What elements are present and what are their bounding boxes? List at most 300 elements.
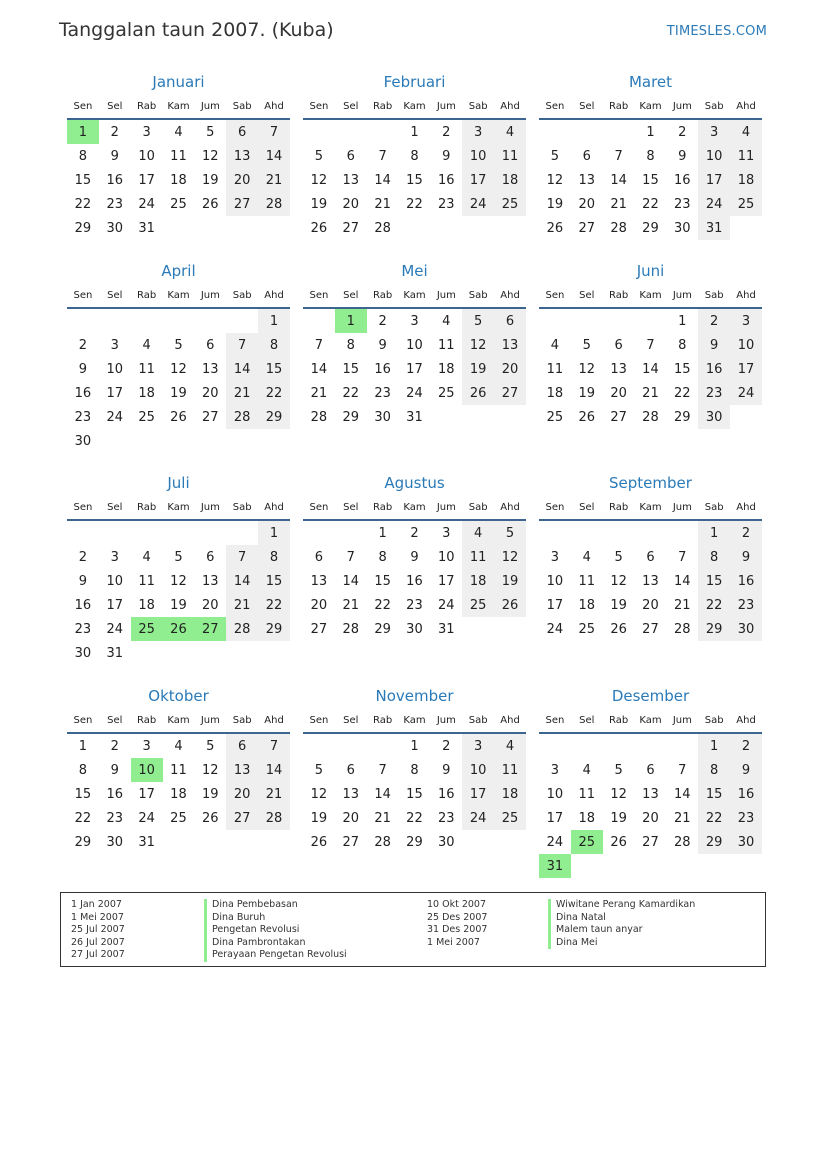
- day-cell: 5: [314, 148, 324, 164]
- day-cell: 10: [106, 573, 124, 589]
- holiday-date: 1 Jan 2007: [71, 899, 122, 910]
- day-cell: 18: [494, 782, 526, 806]
- day-cell: 29: [698, 830, 730, 854]
- weekday-label: Sab: [704, 714, 724, 726]
- day-cell: 13: [226, 144, 258, 168]
- holiday-name: Pengetan Revolusi: [204, 924, 347, 937]
- holiday-date: 26 Jul 2007: [71, 936, 125, 948]
- day-cell: 9: [78, 573, 88, 589]
- day-cell: 3: [142, 738, 151, 754]
- brand-link[interactable]: TIMESLES.COM: [666, 24, 767, 39]
- day-cell: 26: [546, 220, 564, 236]
- empty-cell: [698, 854, 730, 878]
- day-cell: 11: [170, 762, 187, 778]
- day-cell: 16: [438, 172, 455, 188]
- empty-cell: [194, 429, 226, 453]
- day-grid: [539, 521, 762, 641]
- weekday-label: Rab: [609, 289, 629, 301]
- empty-cell: [666, 854, 698, 878]
- weekday-label: Sen: [545, 714, 565, 726]
- holiday-date: 1 Mei 2007: [427, 936, 480, 948]
- day-cell: 18: [730, 168, 762, 192]
- holiday-name: Dina Buruh: [204, 912, 347, 925]
- day-cell: 7: [378, 148, 387, 164]
- empty-cell: [303, 521, 335, 545]
- day-cell: 18: [438, 361, 455, 377]
- day-cell: 17: [138, 786, 155, 802]
- day-cell: 29: [74, 834, 92, 850]
- day-cell: 17: [106, 597, 124, 613]
- weekday-label: Sen: [309, 289, 329, 301]
- day-cell: 25: [170, 810, 187, 826]
- day-cell: 26: [310, 834, 328, 850]
- day-cell: 14: [674, 573, 691, 589]
- day-cell: 4: [142, 337, 151, 353]
- day-cell: 2: [730, 521, 762, 545]
- day-cell: 23: [438, 196, 455, 212]
- day-cell: 22: [74, 196, 92, 212]
- day-cell: 28: [226, 405, 258, 429]
- day-cell: 15: [342, 361, 360, 377]
- day-cell: 11: [494, 758, 526, 782]
- weekday-label: Sen: [309, 501, 329, 513]
- weekday-label: Ahd: [264, 501, 284, 513]
- day-cell: 4: [174, 738, 183, 754]
- day-cell: 18: [578, 810, 596, 826]
- day-cell: 4: [174, 124, 183, 140]
- day-cell: 6: [206, 337, 215, 353]
- empty-cell: [303, 309, 335, 333]
- day-cell: 29: [374, 621, 391, 637]
- day-cell: 17: [106, 385, 124, 401]
- empty-cell: [226, 216, 258, 240]
- day-cell: 7: [614, 148, 623, 164]
- day-cell: 23: [106, 196, 124, 212]
- holiday-legend: [60, 892, 766, 967]
- day-cell: 24: [546, 621, 564, 637]
- day-cell: 21: [374, 810, 391, 826]
- day-grid: [67, 521, 290, 665]
- day-grid: [539, 309, 762, 429]
- day-cell: 24: [138, 810, 155, 826]
- day-cell: 20: [342, 196, 360, 212]
- month-name: Januari: [152, 73, 205, 91]
- day-cell: 18: [138, 597, 155, 613]
- weekday-label: Ahd: [264, 100, 284, 112]
- day-cell: 14: [226, 569, 258, 593]
- holiday-name: Dina Natal: [548, 912, 695, 925]
- empty-cell: [635, 854, 667, 878]
- day-cell: 11: [730, 144, 762, 168]
- day-cell: 24: [546, 834, 564, 850]
- day-cell: 19: [546, 196, 564, 212]
- weekday-label: Sel: [579, 501, 595, 513]
- empty-cell: [335, 734, 367, 758]
- day-cell: 4: [494, 734, 526, 758]
- day-cell: 22: [258, 381, 290, 405]
- day-cell: 22: [642, 196, 659, 212]
- day-cell: 24: [106, 409, 124, 425]
- weekday-label: Jum: [436, 289, 456, 301]
- weekday-label: Sen: [73, 100, 93, 112]
- day-cell: 4: [442, 313, 451, 329]
- weekday-header: [67, 283, 290, 309]
- day-cell: 19: [610, 597, 627, 613]
- day-cell: 8: [78, 148, 88, 164]
- day-cell: 21: [642, 385, 659, 401]
- day-cell: 8: [346, 337, 355, 353]
- weekday-label: Sen: [73, 289, 93, 301]
- day-cell: 19: [170, 597, 187, 613]
- day-cell: 11: [438, 337, 455, 353]
- day-cell: 21: [310, 385, 328, 401]
- day-cell: 15: [258, 357, 290, 381]
- day-cell: 1: [258, 309, 290, 333]
- day-cell: 29: [258, 405, 290, 429]
- day-cell: 28: [226, 617, 258, 641]
- day-cell: 2: [78, 337, 88, 353]
- day-cell: 2: [442, 124, 451, 140]
- day-cell: 5: [314, 762, 324, 778]
- day-cell: 7: [378, 762, 387, 778]
- day-cell: 12: [170, 361, 187, 377]
- day-cell: 14: [642, 361, 659, 377]
- weekday-label: Jum: [200, 501, 220, 513]
- day-cell: 26: [494, 593, 526, 617]
- day-cell: 27: [642, 621, 659, 637]
- weekday-label: Kam: [403, 501, 426, 513]
- empty-cell: [494, 617, 526, 641]
- day-cell: 10: [406, 337, 423, 353]
- day-grid: [303, 120, 526, 240]
- day-grid: [67, 309, 290, 453]
- day-cell: 15: [698, 782, 730, 806]
- holiday-name: Wiwitane Perang Kamardikan: [548, 899, 695, 912]
- weekday-label: Sab: [232, 501, 252, 513]
- day-cell: 11: [138, 573, 155, 589]
- day-grid: [539, 734, 762, 878]
- day-cell: 5: [550, 148, 560, 164]
- weekday-header: [67, 495, 290, 521]
- day-cell: 5: [462, 309, 494, 333]
- day-cell: 2: [730, 734, 762, 758]
- weekday-label: Jum: [672, 714, 692, 726]
- empty-cell: [226, 830, 258, 854]
- day-cell: 21: [258, 168, 290, 192]
- day-cell: 9: [730, 758, 762, 782]
- weekday-label: Jum: [672, 501, 692, 513]
- weekday-label: Sab: [704, 100, 724, 112]
- weekday-header: [539, 283, 762, 309]
- page-title: Tanggalan taun 2007. (Kuba): [59, 19, 334, 41]
- day-cell: 15: [642, 172, 659, 188]
- day-cell: 21: [226, 381, 258, 405]
- day-cell: 12: [170, 573, 187, 589]
- day-cell: 1: [410, 124, 419, 140]
- month-9: [539, 471, 762, 641]
- weekday-header: [67, 94, 290, 120]
- day-cell: 6: [226, 120, 258, 144]
- day-cell: 13: [342, 172, 360, 188]
- day-cell: 3: [142, 124, 151, 140]
- empty-cell: [194, 309, 226, 333]
- day-cell: 1: [335, 309, 367, 333]
- month-name: Juni: [636, 262, 665, 280]
- empty-cell: [303, 734, 335, 758]
- holiday-name: Dina Pambrontakan: [204, 937, 347, 950]
- day-cell: 24: [462, 806, 494, 830]
- weekday-label: Rab: [373, 289, 393, 301]
- day-cell: 18: [546, 385, 564, 401]
- day-cell: 18: [170, 172, 187, 188]
- day-cell: 28: [374, 834, 391, 850]
- day-cell: 10: [462, 144, 494, 168]
- weekday-label: Ahd: [736, 289, 756, 301]
- day-cell: 30: [106, 220, 124, 236]
- day-cell: 25: [730, 192, 762, 216]
- day-cell: 27: [226, 192, 258, 216]
- day-cell: 22: [258, 593, 290, 617]
- day-cell: 14: [342, 573, 360, 589]
- empty-cell: [539, 734, 571, 758]
- empty-cell: [730, 854, 762, 878]
- day-cell: 22: [698, 593, 730, 617]
- day-cell: 25: [571, 830, 603, 854]
- weekday-label: Ahd: [500, 501, 520, 513]
- day-grid: [303, 521, 526, 641]
- weekday-label: Sab: [468, 501, 488, 513]
- holiday-name: Dina Pembebasan: [204, 899, 347, 912]
- weekday-label: Sel: [107, 501, 123, 513]
- day-cell: 30: [438, 834, 455, 850]
- day-cell: 4: [582, 549, 591, 565]
- empty-cell: [67, 521, 99, 545]
- day-cell: 21: [342, 597, 360, 613]
- day-cell: 26: [610, 621, 627, 637]
- day-cell: 23: [406, 597, 423, 613]
- weekday-label: Sen: [309, 714, 329, 726]
- empty-cell: [430, 405, 462, 429]
- day-grid: [67, 120, 290, 240]
- day-cell: 10: [546, 786, 564, 802]
- day-cell: 28: [674, 834, 691, 850]
- day-cell: 28: [342, 621, 360, 637]
- day-cell: 6: [346, 762, 355, 778]
- day-cell: 20: [226, 168, 258, 192]
- weekday-label: Sen: [73, 501, 93, 513]
- day-cell: 19: [578, 385, 596, 401]
- day-cell: 8: [410, 762, 419, 778]
- day-cell: 27: [342, 834, 360, 850]
- day-cell: 7: [314, 337, 324, 353]
- day-cell: 2: [442, 738, 451, 754]
- day-cell: 10: [698, 144, 730, 168]
- day-cell: 22: [74, 810, 92, 826]
- weekday-label: Sel: [579, 714, 595, 726]
- day-cell: 27: [194, 617, 226, 641]
- day-cell: 3: [442, 525, 451, 541]
- weekday-label: Rab: [137, 714, 157, 726]
- day-cell: 13: [310, 573, 328, 589]
- empty-cell: [635, 521, 667, 545]
- day-cell: 6: [314, 549, 324, 565]
- weekday-label: Sab: [468, 289, 488, 301]
- day-cell: 25: [546, 409, 564, 425]
- day-cell: 9: [378, 337, 387, 353]
- month-4: [67, 259, 290, 453]
- day-cell: 26: [202, 196, 219, 212]
- day-cell: 22: [406, 196, 423, 212]
- day-cell: 25: [494, 192, 526, 216]
- holiday-date: 25 Des 2007: [427, 911, 488, 923]
- weekday-label: Sab: [704, 289, 724, 301]
- weekday-label: Sen: [545, 289, 565, 301]
- holiday-name: Malem taun anyar: [548, 924, 695, 937]
- day-cell: 8: [410, 148, 419, 164]
- holiday-date: 1 Mei 2007: [71, 911, 124, 923]
- day-cell: 30: [374, 409, 391, 425]
- weekday-label: Sen: [545, 501, 565, 513]
- day-cell: 16: [698, 357, 730, 381]
- day-cell: 1: [378, 525, 387, 541]
- day-cell: 27: [226, 806, 258, 830]
- weekday-label: Kam: [639, 714, 662, 726]
- day-cell: 11: [578, 786, 596, 802]
- month-name: Agustus: [384, 474, 445, 492]
- day-cell: 23: [74, 621, 92, 637]
- day-cell: 13: [642, 573, 659, 589]
- day-cell: 6: [226, 734, 258, 758]
- empty-cell: [131, 429, 163, 453]
- day-cell: 16: [374, 361, 391, 377]
- day-cell: 10: [730, 333, 762, 357]
- day-cell: 21: [374, 196, 391, 212]
- day-cell: 28: [374, 220, 391, 236]
- day-cell: 23: [74, 409, 92, 425]
- day-cell: 23: [730, 806, 762, 830]
- day-cell: 5: [494, 521, 526, 545]
- day-cell: 9: [678, 148, 687, 164]
- weekday-label: Kam: [403, 289, 426, 301]
- month-7: [67, 471, 290, 665]
- day-cell: 26: [462, 381, 494, 405]
- day-cell: 1: [78, 738, 88, 754]
- day-cell: 27: [342, 220, 360, 236]
- day-cell: 20: [202, 385, 219, 401]
- weekday-label: Sel: [579, 289, 595, 301]
- empty-cell: [539, 120, 571, 144]
- day-cell: 14: [674, 786, 691, 802]
- empty-cell: [163, 521, 195, 545]
- day-cell: 3: [410, 313, 419, 329]
- legend-left-names: [204, 899, 347, 962]
- day-cell: 16: [406, 573, 423, 589]
- day-cell: 19: [462, 357, 494, 381]
- empty-cell: [603, 309, 635, 333]
- day-cell: 20: [226, 782, 258, 806]
- empty-cell: [99, 429, 131, 453]
- day-cell: 8: [258, 545, 290, 569]
- weekday-label: Rab: [137, 100, 157, 112]
- weekday-label: Sel: [107, 714, 123, 726]
- day-cell: 10: [131, 758, 163, 782]
- day-cell: 18: [462, 569, 494, 593]
- day-cell: 12: [310, 786, 328, 802]
- day-cell: 5: [206, 124, 215, 140]
- day-cell: 3: [110, 337, 119, 353]
- day-cell: 19: [170, 385, 187, 401]
- day-cell: 3: [550, 549, 560, 565]
- month-11: [303, 684, 526, 854]
- month-name: Oktober: [148, 687, 209, 705]
- day-cell: 17: [462, 782, 494, 806]
- day-cell: 6: [206, 549, 215, 565]
- day-cell: 9: [410, 549, 419, 565]
- day-cell: 4: [462, 521, 494, 545]
- weekday-label: Ahd: [736, 100, 756, 112]
- day-cell: 14: [226, 357, 258, 381]
- weekday-label: Sel: [107, 100, 123, 112]
- month-name: September: [609, 474, 692, 492]
- day-cell: 19: [610, 810, 627, 826]
- legend-right-names: [548, 899, 695, 949]
- holiday-date: 31 Des 2007: [427, 924, 488, 936]
- weekday-label: Sab: [704, 501, 724, 513]
- weekday-label: Sel: [107, 289, 123, 301]
- day-cell: 11: [462, 545, 494, 569]
- empty-cell: [666, 734, 698, 758]
- day-cell: 12: [462, 333, 494, 357]
- weekday-label: Sab: [232, 100, 252, 112]
- month-3: [539, 70, 762, 240]
- day-cell: 30: [730, 617, 762, 641]
- day-cell: 3: [462, 734, 494, 758]
- day-cell: 29: [642, 220, 659, 236]
- weekday-label: Sel: [343, 100, 359, 112]
- day-cell: 21: [674, 810, 691, 826]
- day-cell: 13: [226, 758, 258, 782]
- month-name: Desember: [611, 687, 690, 705]
- day-cell: 1: [410, 738, 419, 754]
- day-cell: 17: [546, 597, 564, 613]
- day-grid: [303, 309, 526, 429]
- empty-cell: [571, 734, 603, 758]
- day-cell: 7: [646, 337, 655, 353]
- day-cell: 21: [258, 782, 290, 806]
- empty-cell: [603, 854, 635, 878]
- day-cell: 12: [546, 172, 564, 188]
- day-cell: 30: [698, 405, 730, 429]
- day-cell: 5: [614, 762, 623, 778]
- day-cell: 20: [342, 810, 360, 826]
- day-cell: 17: [438, 573, 455, 589]
- empty-cell: [163, 216, 195, 240]
- empty-cell: [226, 521, 258, 545]
- day-cell: 21: [610, 196, 627, 212]
- day-cell: 2: [410, 525, 419, 541]
- day-cell: 1: [646, 124, 655, 140]
- day-cell: 22: [674, 385, 691, 401]
- day-cell: 25: [578, 621, 596, 637]
- empty-cell: [462, 216, 494, 240]
- day-cell: 4: [730, 120, 762, 144]
- day-cell: 7: [258, 734, 290, 758]
- empty-cell: [462, 405, 494, 429]
- day-cell: 3: [110, 549, 119, 565]
- day-cell: 3: [462, 120, 494, 144]
- day-cell: 17: [138, 172, 155, 188]
- month-name: November: [375, 687, 454, 705]
